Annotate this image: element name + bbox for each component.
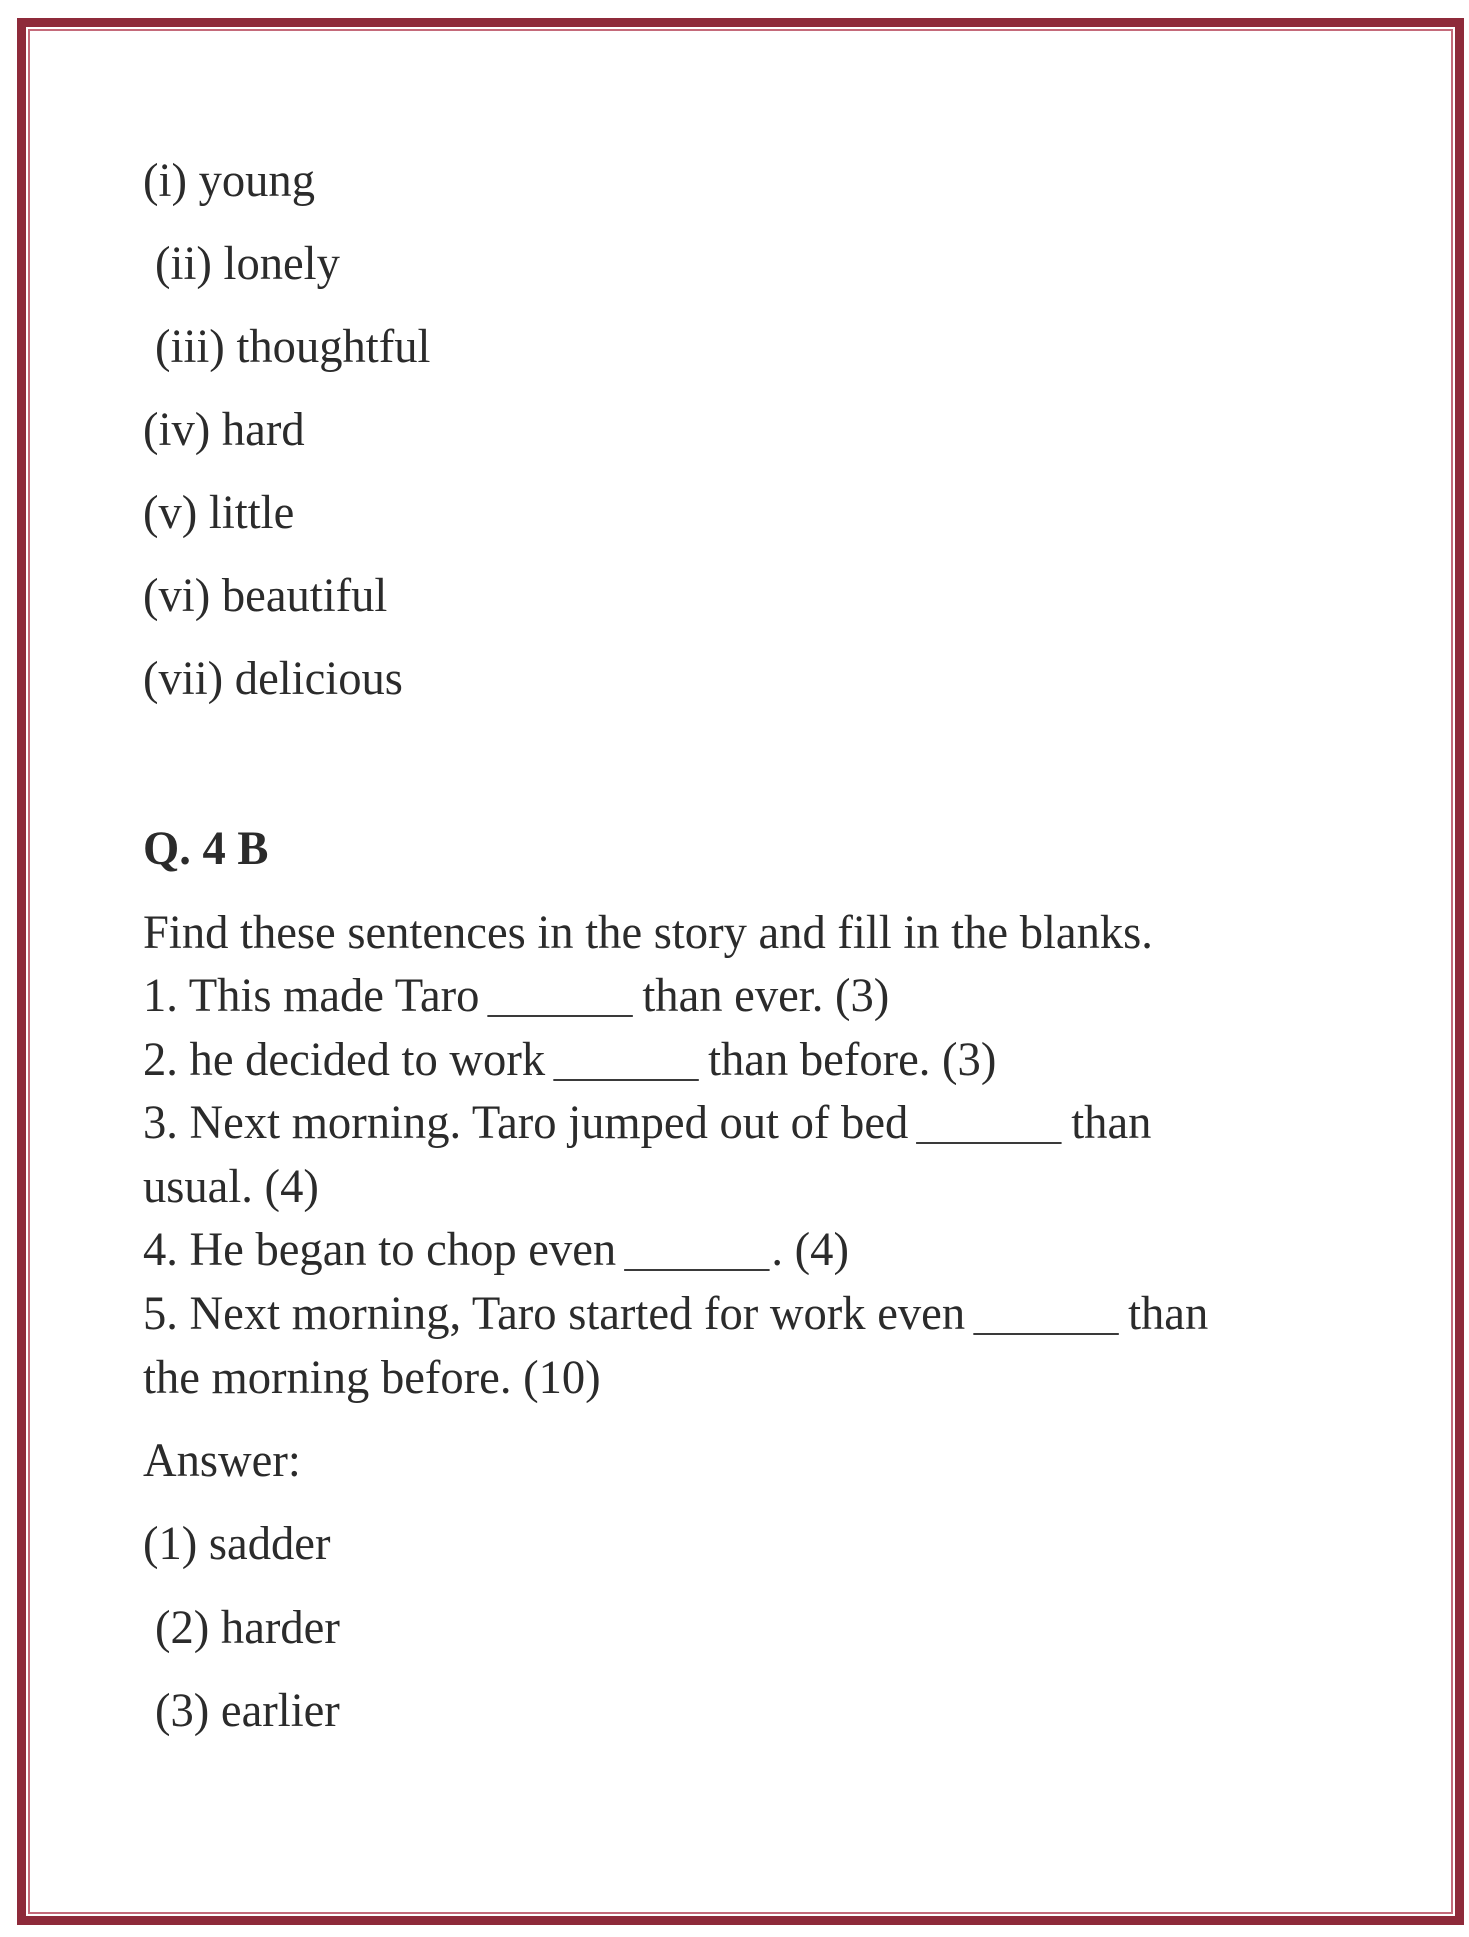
fill-blank (916, 1140, 1062, 1144)
list-item (143, 154, 315, 207)
answer-item (155, 1601, 340, 1654)
sentence-text-after: than ever. (3) (642, 969, 890, 1022)
fill-blank (973, 1331, 1119, 1335)
list-item (143, 652, 403, 705)
sentence-4 (143, 1223, 849, 1276)
list-item (143, 486, 295, 539)
list-item-word: beautiful (221, 569, 388, 622)
list-item-word: young (198, 154, 315, 207)
sentence-5-continuation: the morning before. (10) (143, 1351, 601, 1404)
sentence-2 (143, 1033, 997, 1086)
sentence-text-after: than (1128, 1287, 1209, 1340)
list-item (143, 403, 305, 456)
list-item (143, 569, 388, 622)
sentence-text-before: 5. Next morning, Taro started for work even (143, 1287, 966, 1340)
sentence-text-before: 2. he decided to work (143, 1033, 546, 1086)
list-item (155, 237, 340, 290)
list-item-number: (vi) (143, 569, 211, 622)
answer-item-word: sadder (208, 1517, 331, 1570)
list-item-word: thoughtful (236, 320, 431, 373)
list-item (155, 320, 431, 373)
answer-item-number: (1) (143, 1517, 198, 1570)
sentence-text-before: 1. This made Taro (143, 969, 480, 1022)
sentence-3-continuation: usual. (4) (143, 1160, 319, 1213)
answer-item (155, 1684, 340, 1737)
answer-item (143, 1517, 331, 1570)
answer-item-word: harder (220, 1601, 340, 1654)
list-item-word: hard (221, 403, 305, 456)
sentence-5 (143, 1287, 1209, 1340)
sentence-text-after: . (4) (771, 1223, 849, 1276)
sentence-text-before: 3. Next morning. Taro jumped out of bed (143, 1096, 909, 1149)
list-item-number: (v) (143, 486, 198, 539)
list-item-word: lonely (223, 237, 340, 290)
fill-blank (553, 1077, 699, 1081)
answer-item-number: (3) (155, 1684, 210, 1737)
question-instruction: Find these sentences in the story and fill in the blanks. (143, 906, 1153, 959)
sentence-text-after: than before. (3) (708, 1033, 997, 1086)
list-item-number: (iv) (143, 403, 211, 456)
answer-item-number: (2) (155, 1601, 210, 1654)
fill-blank (624, 1267, 770, 1271)
list-item-number: (ii) (155, 237, 212, 290)
sentence-1 (143, 969, 890, 1022)
answer-label: Answer: (143, 1434, 301, 1487)
answer-item-word: earlier (220, 1684, 340, 1737)
list-item-word: little (208, 486, 295, 539)
sentence-3 (143, 1096, 1152, 1149)
list-item-number: (iii) (155, 320, 225, 373)
fill-blank (487, 1013, 633, 1017)
list-item-word: delicious (234, 652, 403, 705)
list-item-number: (i) (143, 154, 187, 207)
sentence-text-before: 4. He began to chop even (143, 1223, 617, 1276)
sentence-text-after: than (1071, 1096, 1152, 1149)
question-heading: Q. 4 B (143, 822, 269, 875)
list-item-number: (vii) (143, 652, 224, 705)
